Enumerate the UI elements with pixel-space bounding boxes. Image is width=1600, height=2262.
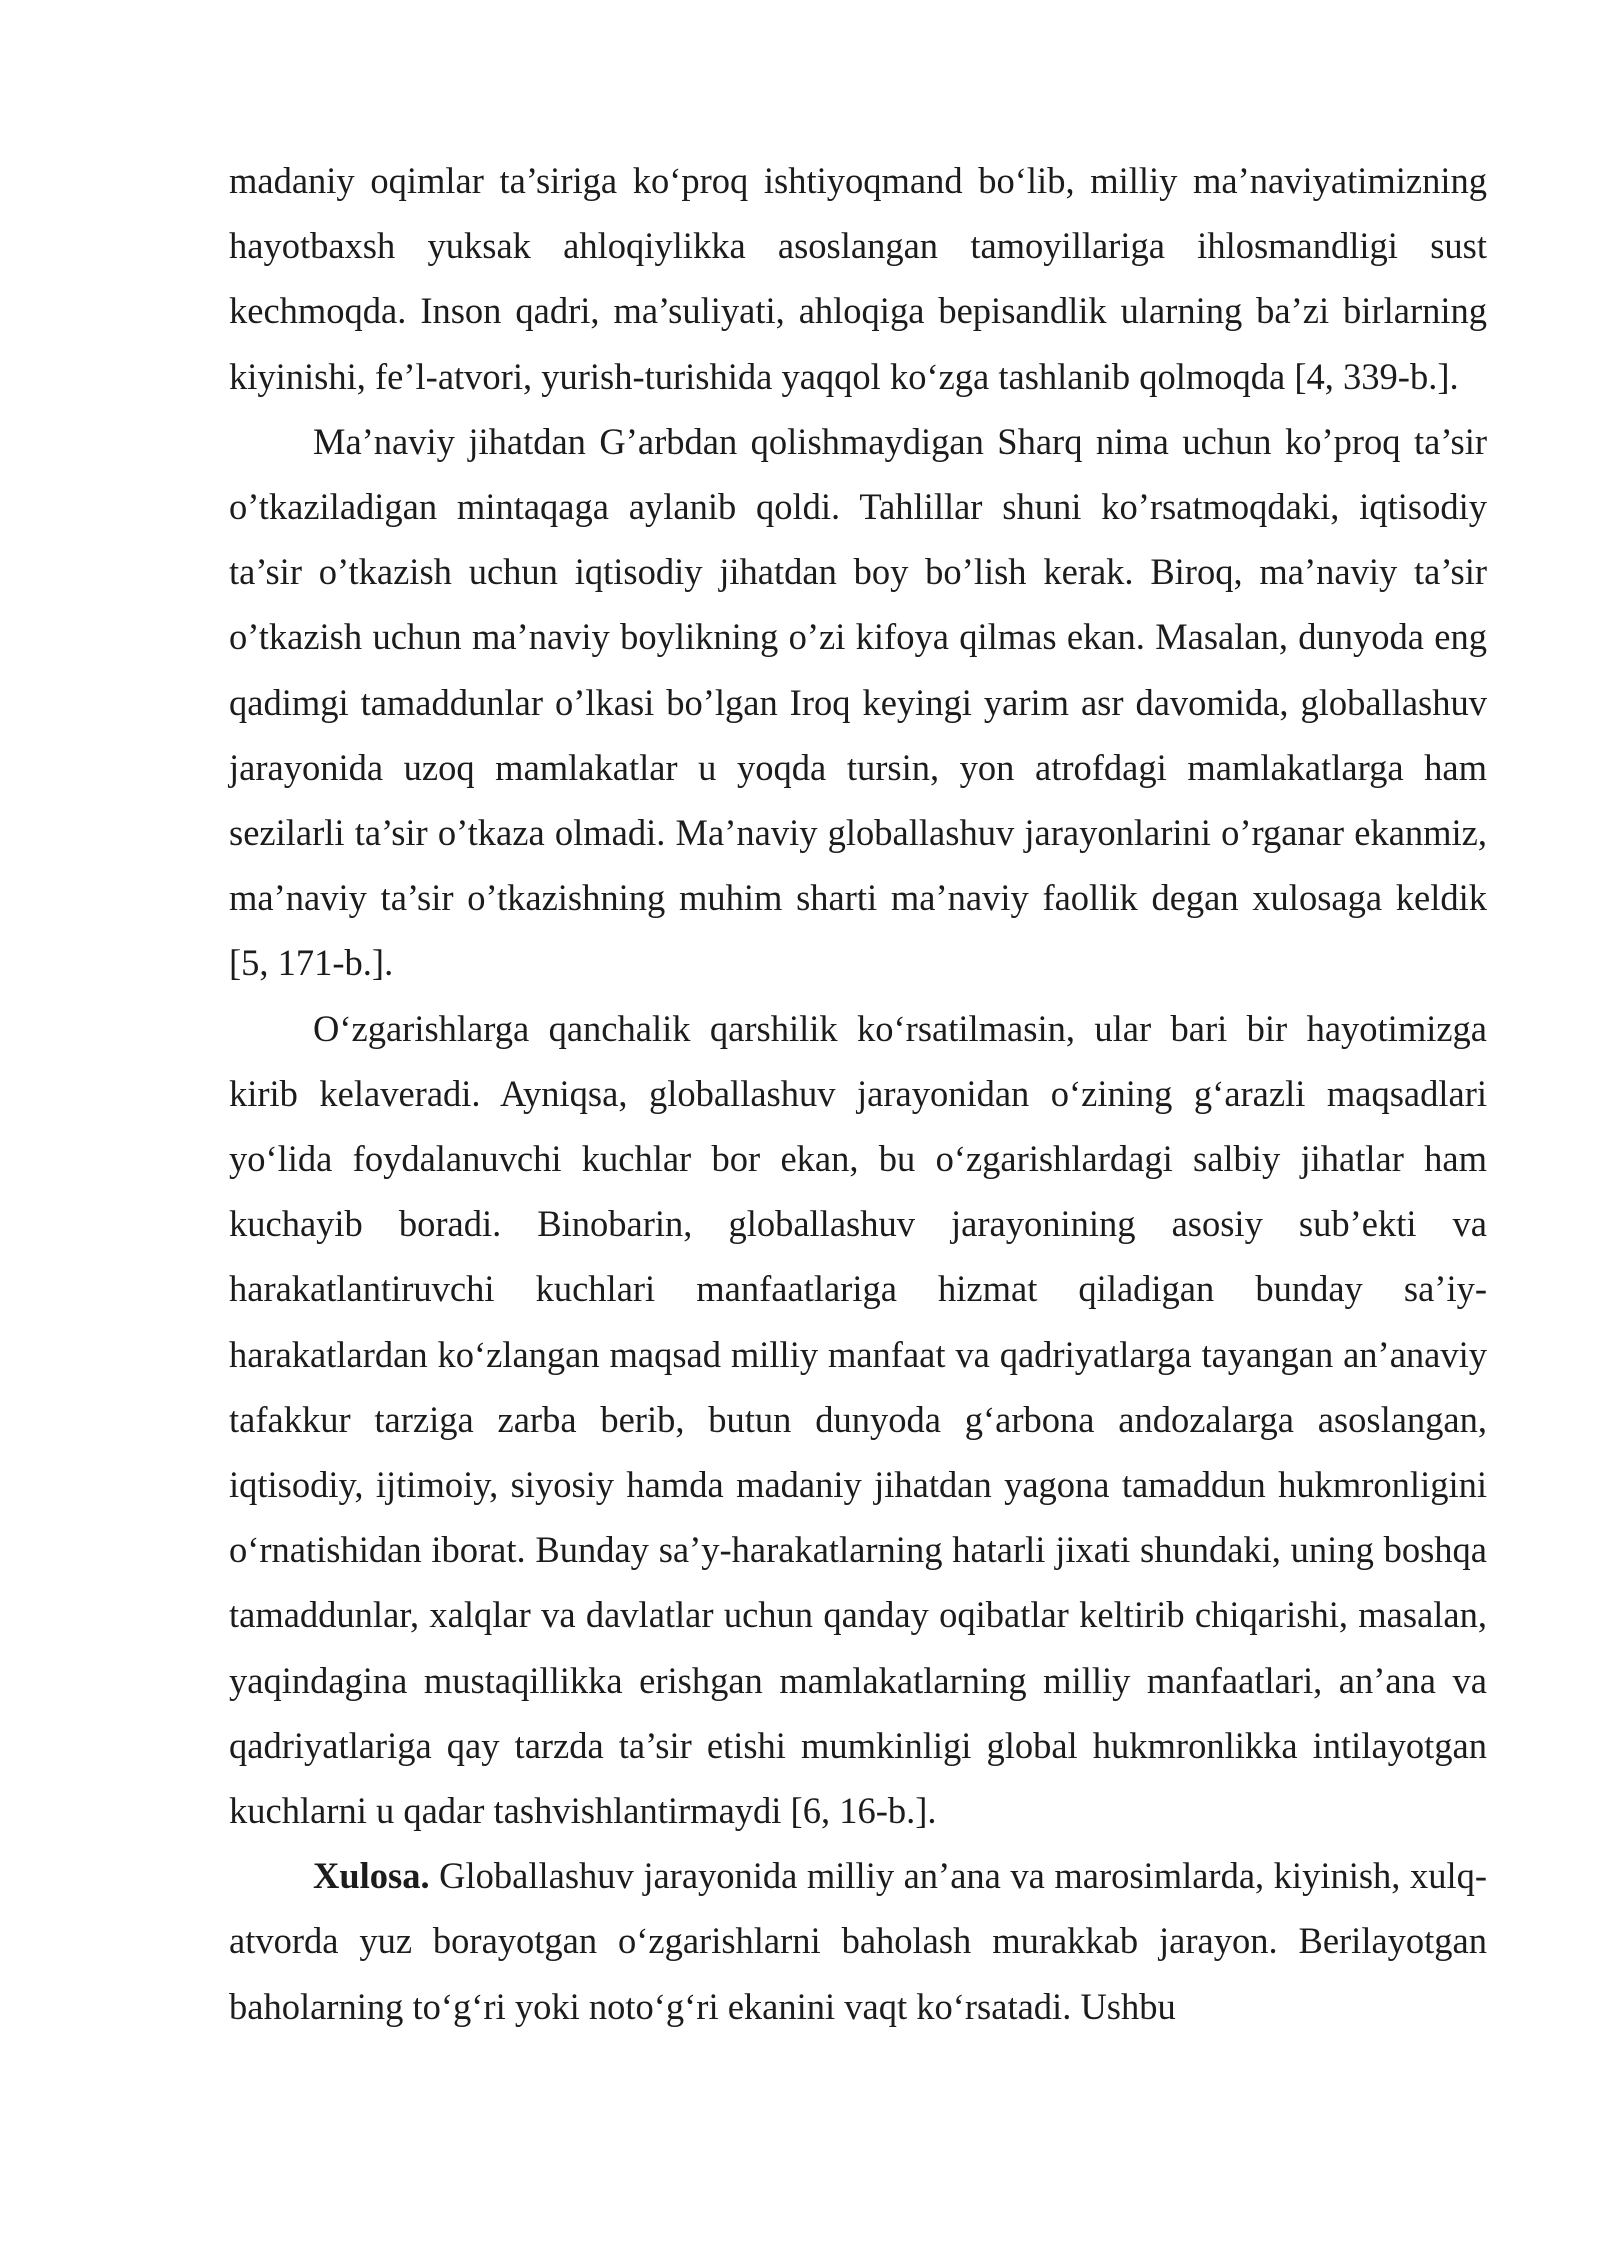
paragraph-2-text: Ma’naviy jihatdan G’arbdan qolishmaydigan Sharq nima uchun ko’proq ta’sir o’tkaziladigan mintaqaga aylanib qoldi. Tahlillar shuni ko’rsatmoqdaki, iqtisodiy ta’sir o’tkazish uchun iqtisodiy jihatdan boy bo’lish kerak. Biroq, ma’naviy ta’sir o’tkazish uchun ma’naviy boylikning o’zi kifoya qilmas ekan. Masalan, dunyoda eng qadimgi tamaddunlar o’lkasi bo’lgan Iroq keyingi yarim asr davomida, globallashuv jarayonida uzoq mamlakatlar u yoqda tursin, yon atrofdagi mamlakatlarga ham sezilarli ta’sir o’tkaza olmadi. Ma’naviy globallashuv jarayonlarini o’rganar ekanmiz, ma’naviy ta’sir o’tkazishning muhim sharti ma’naviy faollik degan xulosaga keldik [5, 171-b.]. <box>229 420 1487 984</box>
document-body <box>229 148 1487 2039</box>
paragraph-1-text: madaniy oqimlar ta’siriga ko‘proq ishtiyoqmand bo‘lib, milliy ma’naviyatimizning hayotbaxsh yuksak ahloqiylikka asoslangan tamoyillariga ihlosmandligi sust kechmoqda. Inson qadri, ma’suliyati, ahloqiga bepisandlik ularning ba’zi birlarning kiyinishi, fe’l-atvori, yurish-turishida yaqqol ko‘zga tashlanib qolmoqda [4, 339-b.]. <box>229 160 1487 397</box>
conclusion-heading: Xulosa. <box>313 1855 430 1897</box>
paragraph-3-text: O‘zgarishlarga qanchalik qarshilik ko‘rsatilmasin, ular bari bir hayotimizga kirib kelaveradi. Ayniqsa, globallashuv jarayonidan o‘zining g‘arazli maqsadlari yo‘lida foydalanuvchi kuchlar bor ekan, bu o‘zgarishlardagi salbiy jihatlar ham kuchayib boradi. Binobarin, globallashuv jarayonining asosiy sub’ekti va harakatlantiruvchi kuchlari manfaatlariga hizmat qiladigan bunday sa’iy-harakatlardan ko‘zlangan maqsad milliy manfaat va qadriyatlarga tayangan an’anaviy tafakkur tarziga zarba berib, butun dunyoda g‘arbona andozalarga asoslangan, iqtisodiy, ijtimoiy, siyosiy hamda madaniy jihatdan yagona tamaddun hukmronligini o‘rnatishidan iborat. Bunday sa’y-harakatlarning hatarli jixati shundaki, uning boshqa tamaddunlar, xalqlar va davlatlar uchun qanday oqibatlar keltirib chiqarishi, masalan, yaqindagina mustaqillikka erishgan mamlakatlarning milliy manfaatlari, an’ana va qadriyatlariga qay tarzda ta’sir etishi mumkinligi global hukmronlikka intilayotgan kuchlarni u qadar tashvishlantirmaydi [6, 16-b.]. <box>229 1007 1487 1832</box>
conclusion-text: Globallashuv jarayonida milliy an’ana va marosimlarda, kiyinish, xulq-atvorda yuz borayotgan o‘zgarishlarni baholash murakkab jarayon. Berilayotgan baholarning to‘g‘ri yoki noto‘g‘ri ekanini vaqt ko‘rsatadi. Ushbu <box>229 1855 1487 2027</box>
paragraph-2 <box>229 409 1487 996</box>
conclusion-paragraph <box>229 1843 1487 2039</box>
paragraph-1 <box>229 148 1487 409</box>
paragraph-3 <box>229 996 1487 1844</box>
